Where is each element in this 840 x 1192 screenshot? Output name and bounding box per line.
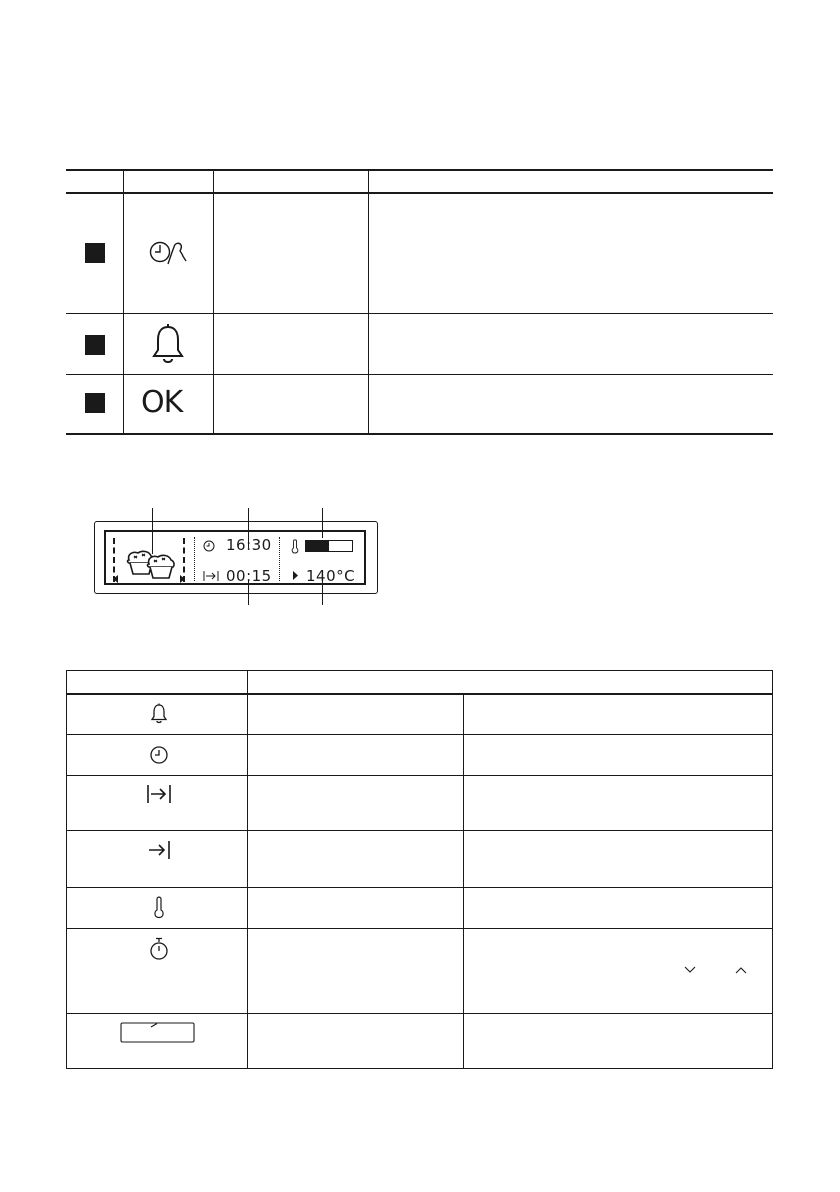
table-col-rule: [247, 670, 248, 1069]
table-border: [772, 670, 773, 1069]
muffins-icon: [125, 548, 179, 580]
table-top-rule: [66, 169, 773, 171]
table-header-rule: [66, 693, 773, 695]
table-row-rule: [66, 928, 773, 929]
sensor-field-marker: [85, 393, 105, 413]
table-row-rule: [66, 775, 773, 776]
table-bottom-rule: [66, 1068, 773, 1069]
play-arrow-icon: [292, 571, 299, 580]
display-temperature: 140°C: [306, 567, 356, 585]
stopwatch-icon: [149, 937, 169, 961]
table-col-rule: [123, 169, 124, 435]
bell-icon: [150, 320, 186, 366]
heat-bar-icon: [120, 1021, 196, 1045]
display-divider: [194, 537, 195, 581]
sensor-field-marker: [85, 335, 105, 355]
display-time: 16:30: [226, 536, 272, 554]
thermometer-icon: [152, 896, 166, 919]
table-border: [66, 670, 67, 1069]
table-col-rule: [368, 169, 369, 435]
shelf-marker-icon: [112, 575, 120, 583]
table-col-rule: [213, 169, 214, 435]
duration-icon: [146, 784, 172, 804]
table-top-rule: [66, 670, 773, 671]
table-col-rule: [463, 694, 464, 1069]
table-row-rule: [66, 374, 773, 375]
bell-icon: [150, 702, 168, 724]
table-row-rule: [66, 313, 773, 314]
table-bottom-rule: [66, 433, 773, 435]
table-row-rule: [66, 734, 773, 735]
table-row-rule: [66, 830, 773, 831]
chevron-up-icon: [734, 965, 748, 975]
display-duration: 00:15: [226, 567, 272, 585]
sensor-field-marker: [85, 243, 105, 263]
thermometer-icon: [290, 539, 300, 554]
display-divider: [279, 537, 280, 581]
table-row-rule: [66, 887, 773, 888]
ok-symbol: OK: [141, 385, 183, 420]
table-row-rule: [66, 1013, 773, 1014]
table-header-rule: [66, 192, 773, 194]
shelf-marker-icon: [178, 575, 186, 583]
clock-icon: [203, 540, 215, 552]
chevron-down-icon: [683, 965, 697, 975]
clock-icon: [149, 745, 169, 765]
clock-hand-icon: [148, 236, 190, 268]
end-time-icon: [147, 840, 171, 860]
heat-indicator: [305, 540, 353, 552]
heat-indicator-fill: [306, 541, 329, 551]
duration-icon: [203, 570, 219, 582]
